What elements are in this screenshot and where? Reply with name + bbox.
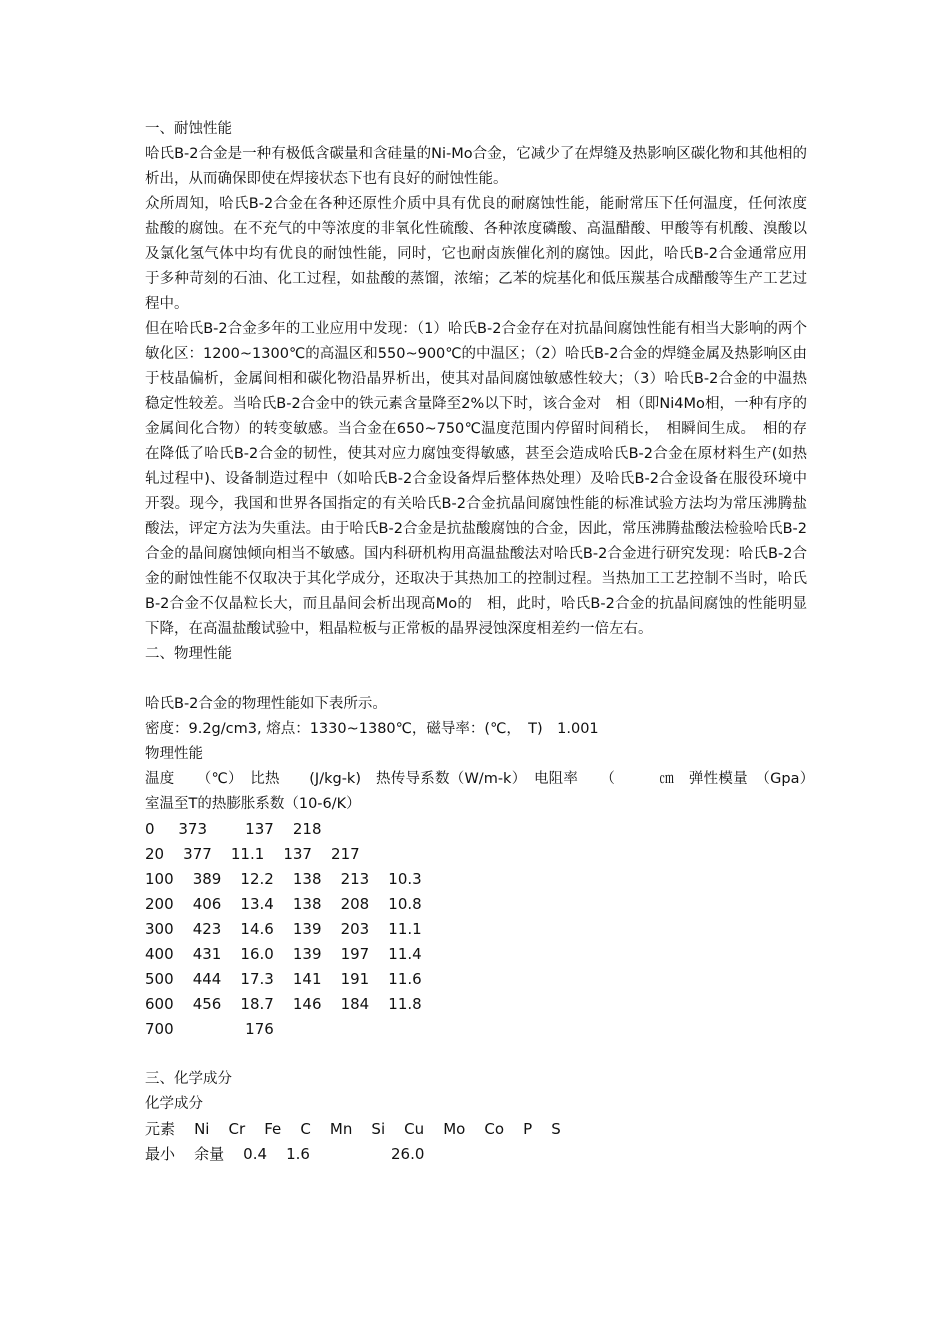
section-heading-chemical: 三、化学成分 — [145, 1071, 232, 1087]
physical-table — [145, 817, 807, 1042]
spacer — [145, 667, 807, 692]
paragraph-applications: 众所周知，哈氏B-2合金在各种还原性介质中具有优良的耐腐蚀性能，能耐常压下任何温度，任何浓度盐酸的腐蚀。在不充气的中等浓度的非氧化性硫酸、各种浓度磷酸、高温醋酸、甲酸等有机酸、溴酸以及氯化氢气体中均有优良的耐蚀性能，同时，它也耐卤族催化剂的腐蚀。因此，哈氏B-2合金通常应用于多种苛刻的石油、化工过程，如盐酸的蒸馏，浓缩；乙苯的烷基化和低压羰基合成醋酸等生产工艺过程中。 — [145, 196, 807, 312]
table-row: 最小 余量 0.4 1.6 26.0 — [145, 1145, 425, 1163]
paragraph-intro: 哈氏B-2合金是一种有极低含碳量和含硅量的Ni-Mo合金，它减少了在焊缝及热影响区碳化物和其他相的析出，从而确保即使在焊接状态下也有良好的耐蚀性能。 — [145, 146, 807, 187]
physical-table-title: 物理性能 — [145, 746, 203, 762]
paragraph-sensitization: 但在哈氏B-2合金多年的工业应用中发现：（1）哈氏B-2合金存在对抗晶间腐蚀性能有相当大影响的两个敏化区：1200~1300℃的高温区和550~900℃的中温区；（2）哈氏B-2合金的焊缝金属及热影响区由于枝晶偏析，金属间相和碳化物沿晶界析出，使其对晶间腐蚀敏感性较大；（3）哈氏B-2合金的中温热稳定性较差。当哈氏B-2合金中的铁元素含量降至2%以下时，该合金对 相（即Ni4Mo相，一种有序的金属间化合物）的转变敏感。当合金在650~750℃温度范围内停留时间稍长， 相瞬间生成。 相的存在降低了哈氏B-2合金的韧性，使其对应力腐蚀变得敏感，甚至会造成哈氏B-2合金在原材料生产(如热轧过程中)、设备制造过程中（如哈氏B-2合金设备焊后整体热处理）及哈氏B-2合金设备在服役环境中开裂。现今，我国和世界各国指定的有关哈氏B-2合金抗晶间腐蚀性能的标准试验方法均为常压沸腾盐酸法，评定方法为失重法。由于哈氏B-2合金是抗盐酸腐蚀的合金，因此，常压沸腾盐酸法检验哈氏B-2合金的晶间腐蚀倾向相当不敏感。国内科研机构用高温盐酸法对哈氏B-2合金进行研究发现：哈氏B-2合金的耐蚀性能不仅取决于其化学成分，还取决于其热加工的控制过程。当热加工工艺控制不当时，哈氏B-2合金不仅晶粒长大，而且晶间会析出现高Mo的 相，此时，哈氏B-2合金的抗晶间腐蚀的性能明显下降，在高温盐酸试验中，粗晶粒板与正常板的晶界浸蚀深度相差约一倍左右。 — [145, 321, 807, 637]
physical-table-header: 温度 （℃） 比热 (J/kg-k) 热传导系数（W/m-k） 电阻率 （ ㎝ 弹性模量 （Gpa） 室温至T的热膨胀系数（10-6/K） — [145, 771, 836, 812]
chemical-table — [145, 1117, 807, 1167]
document-body — [145, 117, 836, 1167]
section-heading-corrosion: 一、耐蚀性能 — [145, 121, 232, 137]
table-row: 100 389 12.2 138 213 10.3 — [145, 870, 422, 888]
table-row: 700 176 — [145, 1020, 274, 1038]
paragraph-density: 密度：9.2g/cm3, 熔点：1330~1380℃，磁导率：(℃， T) 1.001 — [145, 721, 599, 737]
table-row: 400 431 16.0 139 197 11.4 — [145, 945, 422, 963]
table-header-row: 元素 Ni Cr Fe C Mn Si Cu Mo Co P S — [145, 1120, 561, 1138]
chemical-table-title: 化学成分 — [145, 1096, 203, 1112]
paragraph-physical-intro: 哈氏B-2合金的物理性能如下表所示。 — [145, 696, 387, 712]
table-row: 600 456 18.7 146 184 11.8 — [145, 995, 422, 1013]
table-row: 500 444 17.3 141 191 11.6 — [145, 970, 422, 988]
table-row: 0 373 137 218 — [145, 820, 322, 838]
table-row: 300 423 14.6 139 203 11.1 — [145, 920, 422, 938]
section-heading-physical: 二、物理性能 — [145, 646, 232, 662]
table-row: 20 377 11.1 137 217 — [145, 845, 360, 863]
spacer — [145, 1042, 807, 1067]
table-row: 200 406 13.4 138 208 10.8 — [145, 895, 422, 913]
